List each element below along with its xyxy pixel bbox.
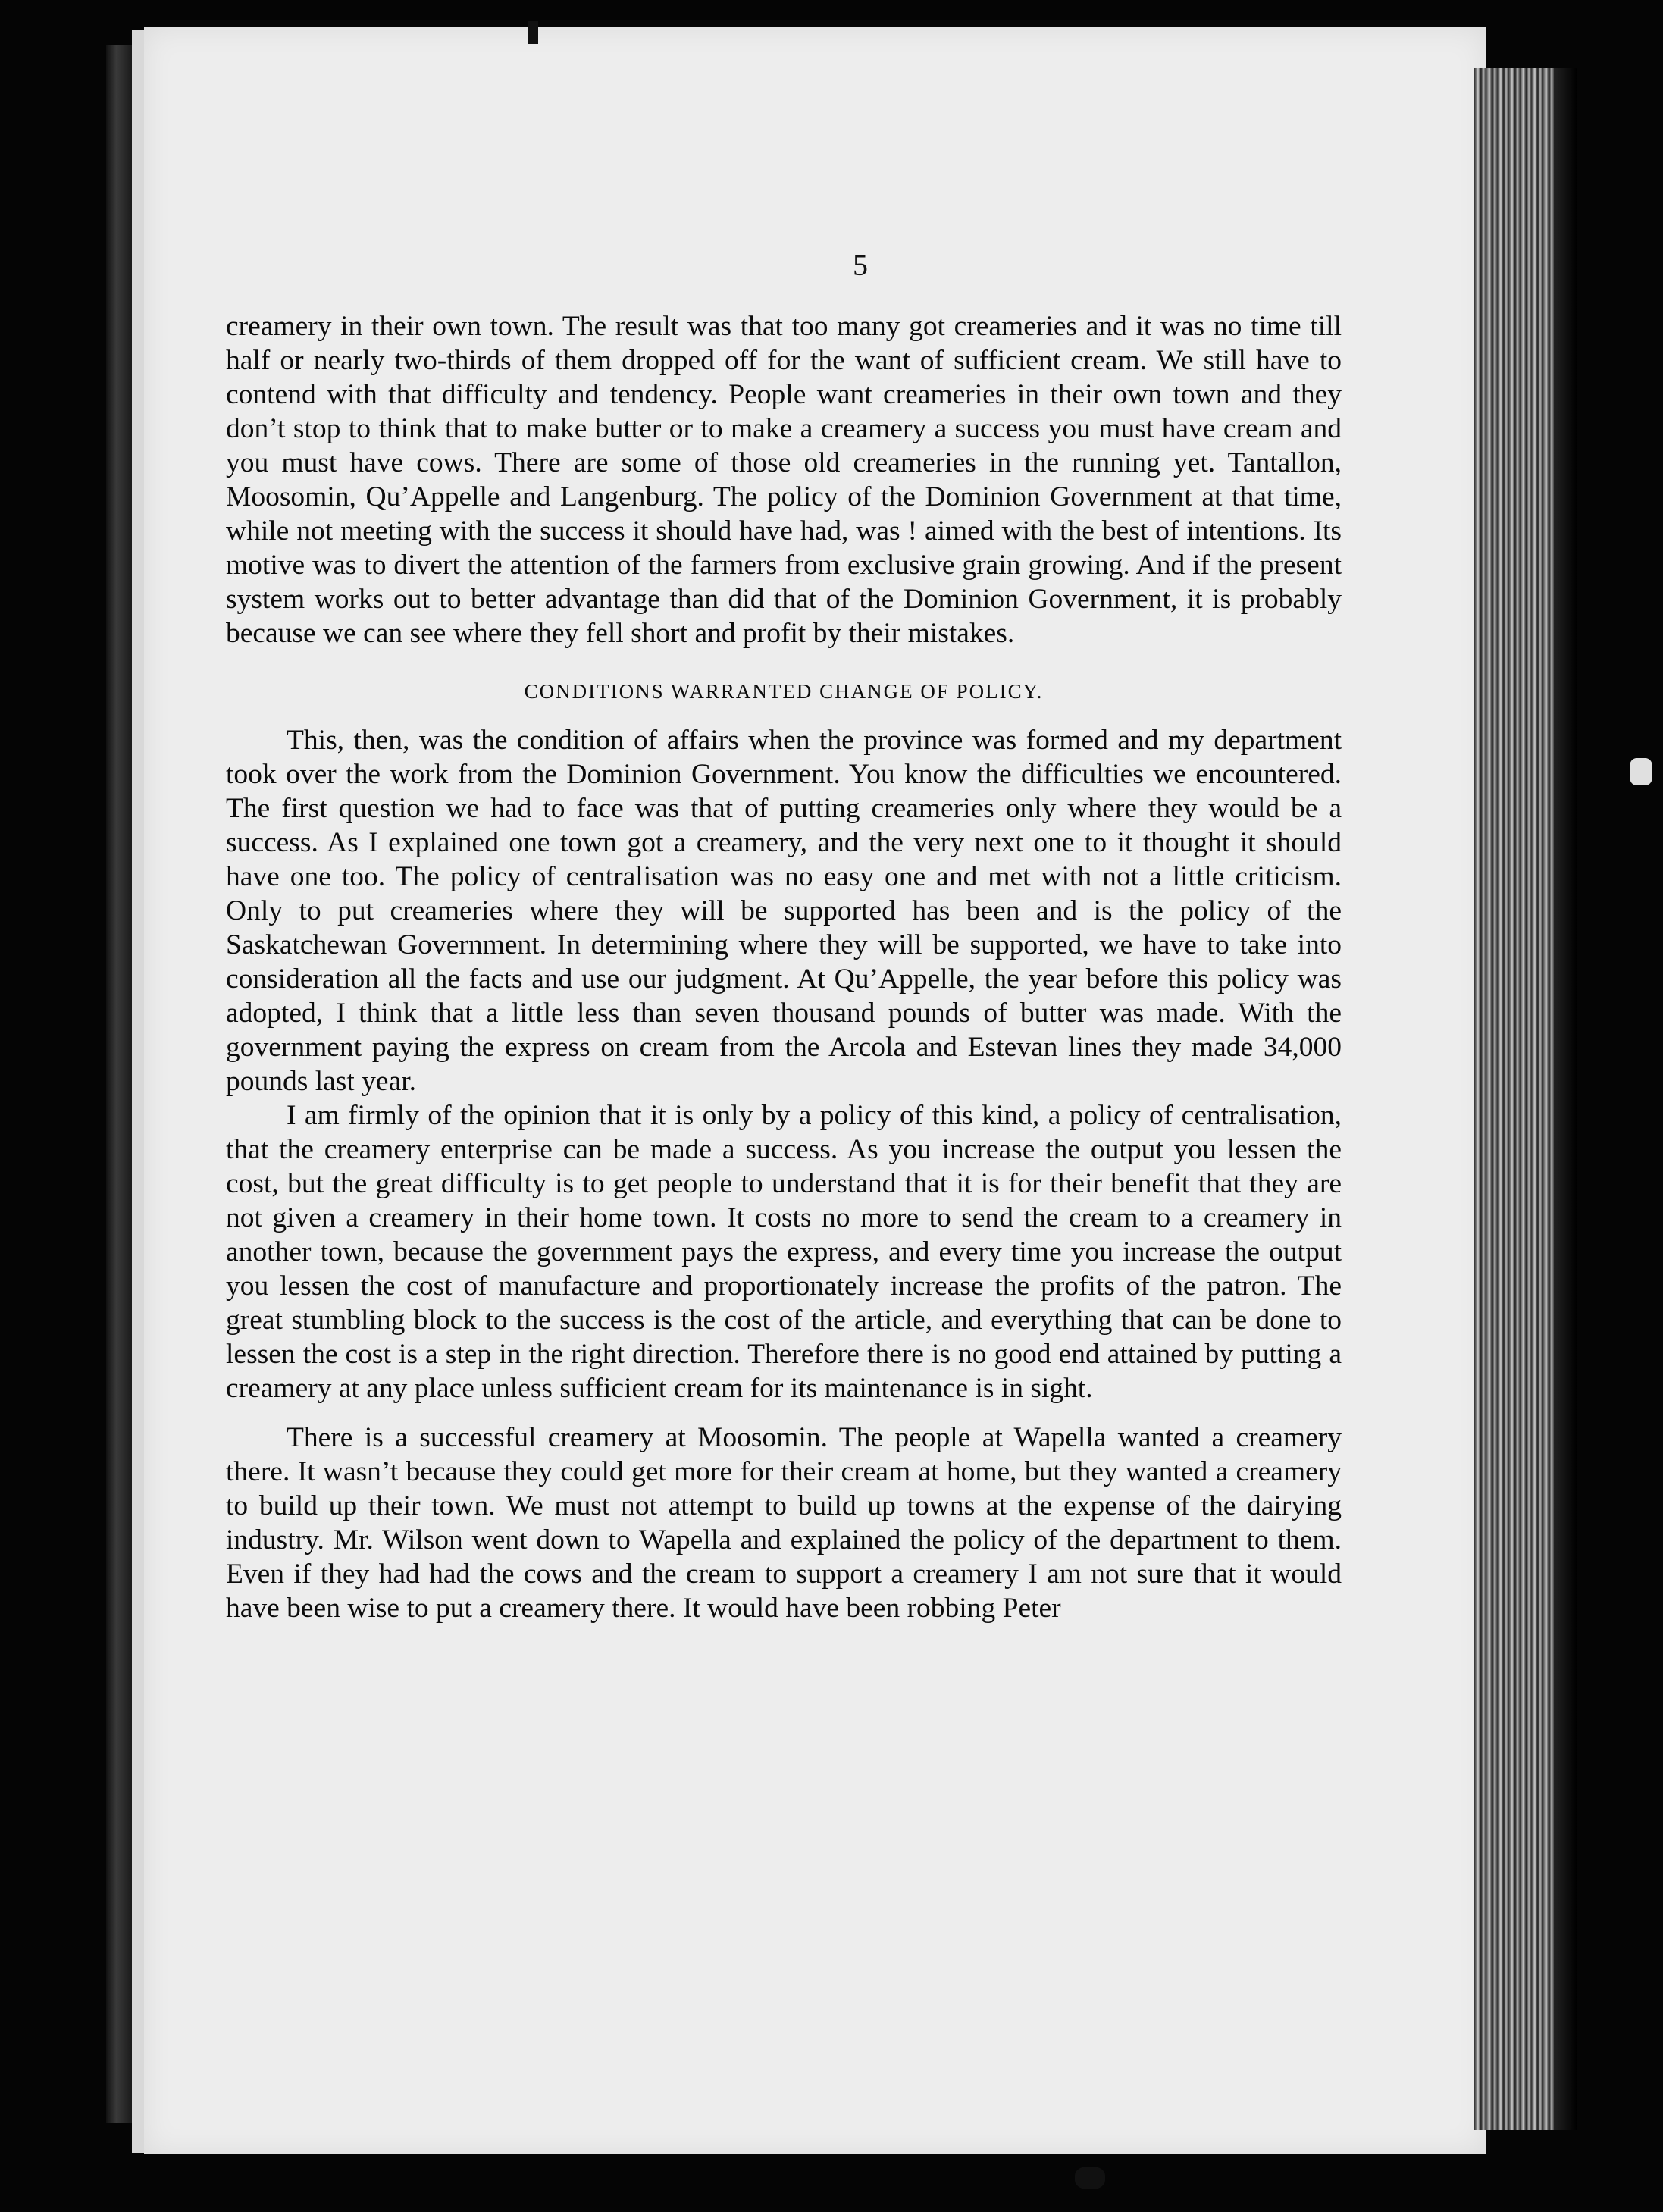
page-number: 5 [853,248,868,282]
book-binding-left [106,45,132,2123]
scan-speck-right [1630,758,1652,785]
book-page [144,27,1486,2154]
scan-speck-top [528,21,538,44]
paragraph-1: creamery in their own town. The result was that too many got creameries and it was no time till half or nearly two-thirds of them dropped off for the want of sufficient cream. We still have to contend with that difficulty and tendency. People want creameries in their own town and they don’t stop to think that to make butter or to make a creamery a success you must have cream and you must have cows. There are some of those old creameries in the running yet. Tantallon, Moosomin, Qu’Appelle and Langenburg. The policy of the Dominion Government at that time, while not meeting with the success it should have had, was ! aimed with the best of intentions. Its motive was to divert the attention of the farmers from exclusive grain growing. And if the present system works out to better advantage than did that of the Dominion Government, it is probably because we can see where they fell short and profit by their mistakes. [226,311,1342,649]
binding-edge [132,30,144,2153]
paragraph-4: There is a successful creamery at Moosomin. The people at Wapella wanted a creamery there. It wasn’t because they could get more for their cream at home, but they wanted a creamery to build up their town. We must not attempt to build up towns at the expense of the dairying industry. Mr. Wilson went down to Wapella and explained the policy of the department to them. Even if they had had the cows and the cream to support a creamery I am not sure that it would have been wise to put a creamery there. It would have been robbing Peter [226,1422,1342,1624]
page-edges-shadow [1554,68,1577,2130]
paragraph-2: This, then, was the condition of affairs when the province was formed and my department took over the work from the Dominion Government. You know the difficulties we encountered. The first question we had to face was that of putting creameries only where they would be a success. As I explained one town got a creamery, and the very next one to it thought it should have one too. The policy of centralisation was no easy one and met with not a little criticism. Only to put creameries where they will be supported has been and is the policy of the Saskatchewan Government. In determining where they will be supported, we have to take into consideration all the facts and use our judgment. At Qu’Appelle, the year before this policy was adopted, I think that a little less than seven thousand pounds of butter was made. With the government paying the express on cream from the Arcola and Estevan lines they made 34,000 pounds last year. [226,725,1342,1097]
section-heading: CONDITIONS WARRANTED CHANGE OF POLICY. [524,680,1044,703]
page-edges [1474,68,1554,2130]
scan-speck-bottom [1075,2167,1105,2189]
body-text [226,309,1342,1625]
paragraph-3: I am firmly of the opinion that it is only by a policy of this kind, a policy of centralisation, that the creamery enterprise can be made a success. As you increase the output you lessen the cost, but the great difficulty is to get people to understand that it is for their benefit that they are not given a creamery in their home town. It costs no more to send the cream to a creamery in another town, because the government pays the express, and every time you increase the output you lessen the cost of manufacture and proportionately increase the profits of the patron. The great stumbling block to the success is the cost of the article, and everything that can be done to lessen the cost is a step in the right direction. Therefore there is no good end attained by putting a creamery at any place unless sufficient cream for its maintenance is in sight. [226,1100,1342,1404]
paragraph-gap [226,1405,1342,1421]
